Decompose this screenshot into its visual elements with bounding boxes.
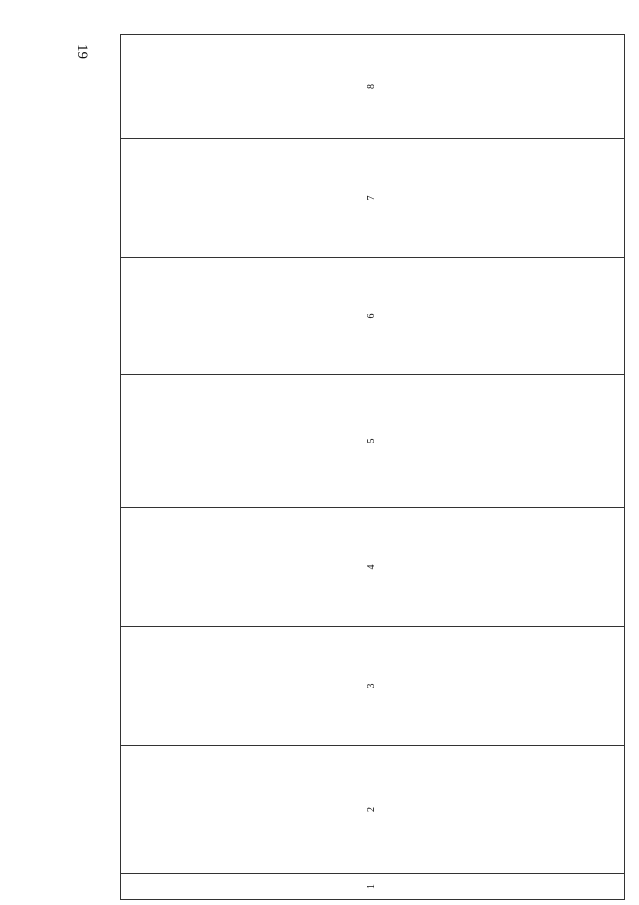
col-header-4: 4 (121, 508, 625, 627)
col-header-7: 7 (121, 139, 625, 258)
rotated-table-wrapper (120, 35, 625, 900)
col-header-1: 1 (121, 874, 625, 900)
col-header-3: 3 (121, 627, 625, 746)
header-row (121, 35, 625, 900)
program-table (120, 34, 625, 900)
col-header-8: 8 (121, 35, 625, 139)
page-number-text: 19 (74, 44, 90, 59)
col-header-6: 6 (121, 258, 625, 375)
table-container (120, 35, 625, 900)
col-header-5: 5 (121, 375, 625, 508)
page-number (68, 44, 92, 84)
col-header-2: 2 (121, 746, 625, 874)
